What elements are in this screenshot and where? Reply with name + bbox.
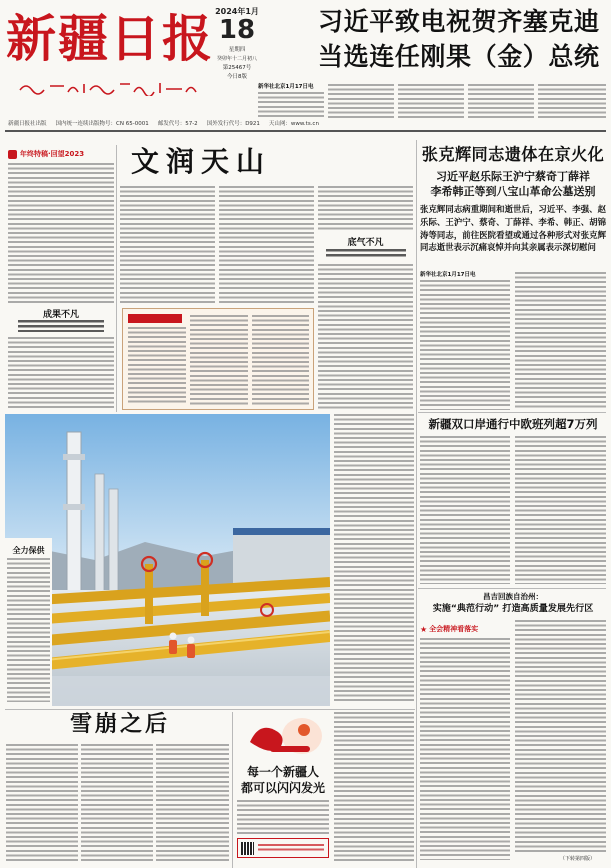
gas-station-photo [5, 414, 330, 706]
funeral-dateline: 新华社北京1月17日电 [420, 272, 476, 278]
photo-riser [201, 560, 209, 616]
lead-dateline: 新华社北京1月17日电 [258, 84, 314, 90]
lead-body-col5 [538, 84, 606, 118]
masthead-logo: 新疆日报 [6, 9, 214, 68]
column-logo [240, 712, 326, 760]
changji-kicker: 昌吉回族自治州： [483, 592, 543, 601]
feature-subhead-1: 成果不凡 [42, 310, 79, 320]
photo-silver-pipe [109, 489, 118, 599]
commentary-body-col2 [334, 712, 414, 862]
comment-box-col3 [252, 315, 309, 405]
section-rule [418, 412, 606, 413]
minority-script-masthead [18, 80, 208, 96]
section-rule [5, 709, 415, 710]
series-logo-icon [8, 150, 17, 159]
lead-body-col2 [328, 84, 394, 118]
star-icon: ★ [420, 624, 428, 634]
publisher: 新疆日报社出版 [8, 121, 47, 127]
changji-label [420, 624, 478, 634]
feature-left-col-bottom [8, 337, 114, 410]
photo-silver-pipe [95, 474, 104, 599]
feature-col-a [120, 186, 215, 304]
feature-title[interactable]: 文润天山 [130, 145, 271, 178]
comment-box-label [128, 314, 182, 323]
lead-body-col3 [398, 84, 464, 118]
right-column-divider [416, 140, 417, 868]
jump-note: （下转第四版） [560, 856, 596, 862]
lead-headline-line1[interactable]: 习近平致电祝贺齐塞克迪 [318, 7, 600, 36]
photo-caption-title: 全力保供 [12, 546, 45, 555]
series-label: 年终特稿·回望2023 [20, 150, 85, 158]
website-link[interactable]: 天山网：www.ts.cn [268, 121, 319, 127]
feature-subhead-2: 底气不凡 [347, 238, 384, 248]
date-day: 18 [218, 15, 256, 45]
feature-col-c-bottom [318, 264, 413, 410]
funeral-body-col1 [420, 280, 510, 410]
page-count: 今日8版 [227, 74, 247, 80]
photo-building-roof [233, 528, 330, 535]
photo-tower-ring [63, 504, 85, 510]
changji-headline[interactable]: 实施“典范行动” 打造高质量发展先行区 [432, 604, 594, 614]
feature-continuation-col [334, 414, 414, 704]
date-lunar: 癸卯年十二月初八 [216, 56, 257, 62]
qr-code-icon [241, 842, 254, 855]
photo-caption-text [7, 558, 50, 702]
section-rule [418, 588, 606, 589]
foreign-code: 国外发行代号：D921 [206, 121, 260, 127]
feature-col-c-top [318, 186, 413, 232]
feature-col-b [219, 186, 314, 304]
masthead-rule [5, 130, 606, 132]
series-header [8, 149, 84, 159]
comment-box-col2 [190, 315, 248, 405]
lead-headline-line2[interactable]: 当选连任刚果（金）总统 [318, 42, 600, 71]
lead-body-col4 [468, 84, 534, 118]
column-divider [116, 145, 117, 412]
date-year-month: 2024年1月 [215, 7, 259, 16]
changji-label-text: 全会精神看落实 [429, 625, 479, 633]
comment-box-col1 [128, 327, 186, 405]
railway-body-col1 [420, 436, 510, 584]
publication-info-line [8, 121, 319, 128]
avalanche-body-col1 [6, 744, 78, 862]
commentary-body [237, 800, 329, 834]
photo-riser [145, 564, 153, 624]
expert-comment-box [122, 308, 314, 410]
photo-caption-box [5, 538, 52, 706]
photo-tower-ring [63, 454, 85, 460]
feature-subhead-2-deck [326, 249, 406, 259]
column-divider [232, 712, 233, 868]
funeral-lede: 张克辉同志病重期间和逝世后，习近平、李强、赵乐际、王沪宁、蔡奇、丁薛祥、李希、韩正、胡锦涛等同志，前往医院看望或通过各种形式对张克辉同志逝世表示沉痛哀悼并向其亲属表示深切慰问 [420, 204, 606, 253]
feature-left-col-top [8, 163, 114, 305]
railway-headline[interactable]: 新疆双口岸通行中欧班列超7万列 [428, 417, 598, 431]
funeral-deck-line2: 李希韩正等到八宝山革命公墓送别 [430, 185, 596, 198]
photo-worker [169, 633, 177, 655]
funeral-deck-line1: 习近平赵乐际王沪宁蔡奇丁薛祥 [436, 170, 590, 183]
postal-code: 邮发代号：57-2 [157, 121, 198, 127]
avalanche-body-col3 [156, 744, 229, 862]
railway-body-col2 [515, 436, 606, 584]
funeral-body-col2 [515, 272, 606, 410]
photo-worker [187, 637, 195, 659]
commentary-headline-line1[interactable]: 每一个新疆人 [246, 765, 319, 779]
date-weekday: 星期四 [228, 47, 246, 53]
avalanche-body-col2 [81, 744, 153, 862]
qr-promo-text [258, 844, 324, 853]
changji-body-col2 [515, 620, 606, 854]
avalanche-headline[interactable]: 雪崩之后 [69, 712, 170, 737]
qr-promo-box[interactable] [237, 838, 329, 858]
serial-number: 国内统一连续出版物号：CN 65-0001 [55, 121, 149, 127]
lead-body-col1 [258, 92, 324, 118]
feature-subhead-1-deck [18, 320, 104, 332]
funeral-headline[interactable]: 张克辉同志遗体在京火化 [421, 145, 605, 164]
changji-body-col1 [420, 638, 510, 860]
commentary-headline-line2[interactable]: 都可以闪闪发光 [240, 781, 325, 795]
issue-number: 第25467号 [222, 65, 252, 71]
photo-snow-foreground [5, 676, 330, 706]
